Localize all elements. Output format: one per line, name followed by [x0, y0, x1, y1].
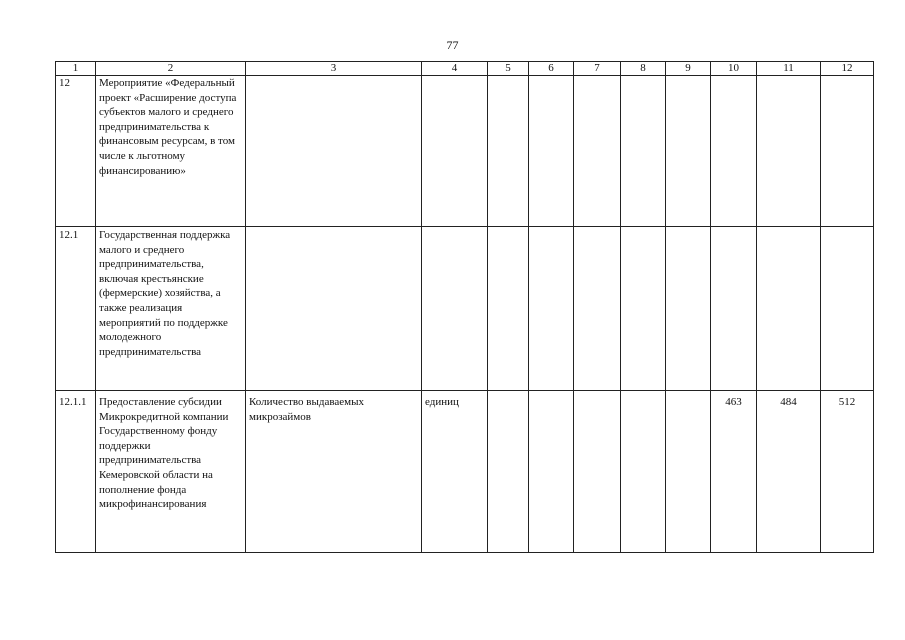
column-header: 11: [757, 62, 821, 76]
page-number: 77: [446, 38, 459, 52]
value-cell: [574, 391, 621, 553]
column-header: 12: [821, 62, 874, 76]
column-header: 1: [56, 62, 96, 76]
measure-name: Государственная поддержка малого и среднего предпринимательства, включая крестьянские (фермерские) хозяйства, а также реализация мероприятий по поддержке молодежного предпринимательства: [96, 227, 246, 391]
measures-table: [55, 61, 874, 553]
measure-name: Предоставление субсидии Микрокредитной компании Государственному фонду поддержки предпринимательства Кемеровской области на пополнение фонда микрофинансирования: [96, 391, 246, 553]
column-header: 10: [711, 62, 757, 76]
indicator-name: [246, 76, 422, 227]
column-header: 4: [422, 62, 488, 76]
value-cell: [529, 76, 574, 227]
value-cell: 484: [757, 391, 821, 553]
unit: [422, 76, 488, 227]
value-cell: [529, 227, 574, 391]
measure-name: Мероприятие «Федеральный проект «Расширение доступа субъектов малого и среднего предпринимательства к финансовым ресурсам, в том числе к льготному финансированию»: [96, 76, 246, 227]
value-cell: 463: [711, 391, 757, 553]
value-cell: [666, 227, 711, 391]
column-header: 6: [529, 62, 574, 76]
value-cell: 512: [821, 391, 874, 553]
column-header: 2: [96, 62, 246, 76]
header-row: [56, 62, 874, 76]
row-number: 12.1: [56, 227, 96, 391]
value-cell: [757, 227, 821, 391]
value-cell: [711, 227, 757, 391]
table-row: [56, 227, 874, 391]
column-header: 8: [621, 62, 666, 76]
value-cell: [821, 227, 874, 391]
value-cell: [488, 76, 529, 227]
row-number: 12: [56, 76, 96, 227]
table-row: [56, 391, 874, 553]
value-cell: [666, 76, 711, 227]
value-cell: [711, 76, 757, 227]
column-header: 7: [574, 62, 621, 76]
unit: единиц: [422, 391, 488, 553]
value-cell: [488, 391, 529, 553]
column-header: 9: [666, 62, 711, 76]
unit: [422, 227, 488, 391]
value-cell: [621, 391, 666, 553]
value-cell: [574, 227, 621, 391]
value-cell: [621, 227, 666, 391]
value-cell: [574, 76, 621, 227]
value-cell: [757, 76, 821, 227]
indicator-name: Количество выдаваемых микрозаймов: [246, 391, 422, 553]
value-cell: [621, 76, 666, 227]
column-header: 3: [246, 62, 422, 76]
row-number: 12.1.1: [56, 391, 96, 553]
value-cell: [488, 227, 529, 391]
indicator-name: [246, 227, 422, 391]
table-row: [56, 76, 874, 227]
column-header: 5: [488, 62, 529, 76]
value-cell: [821, 76, 874, 227]
value-cell: [529, 391, 574, 553]
value-cell: [666, 391, 711, 553]
